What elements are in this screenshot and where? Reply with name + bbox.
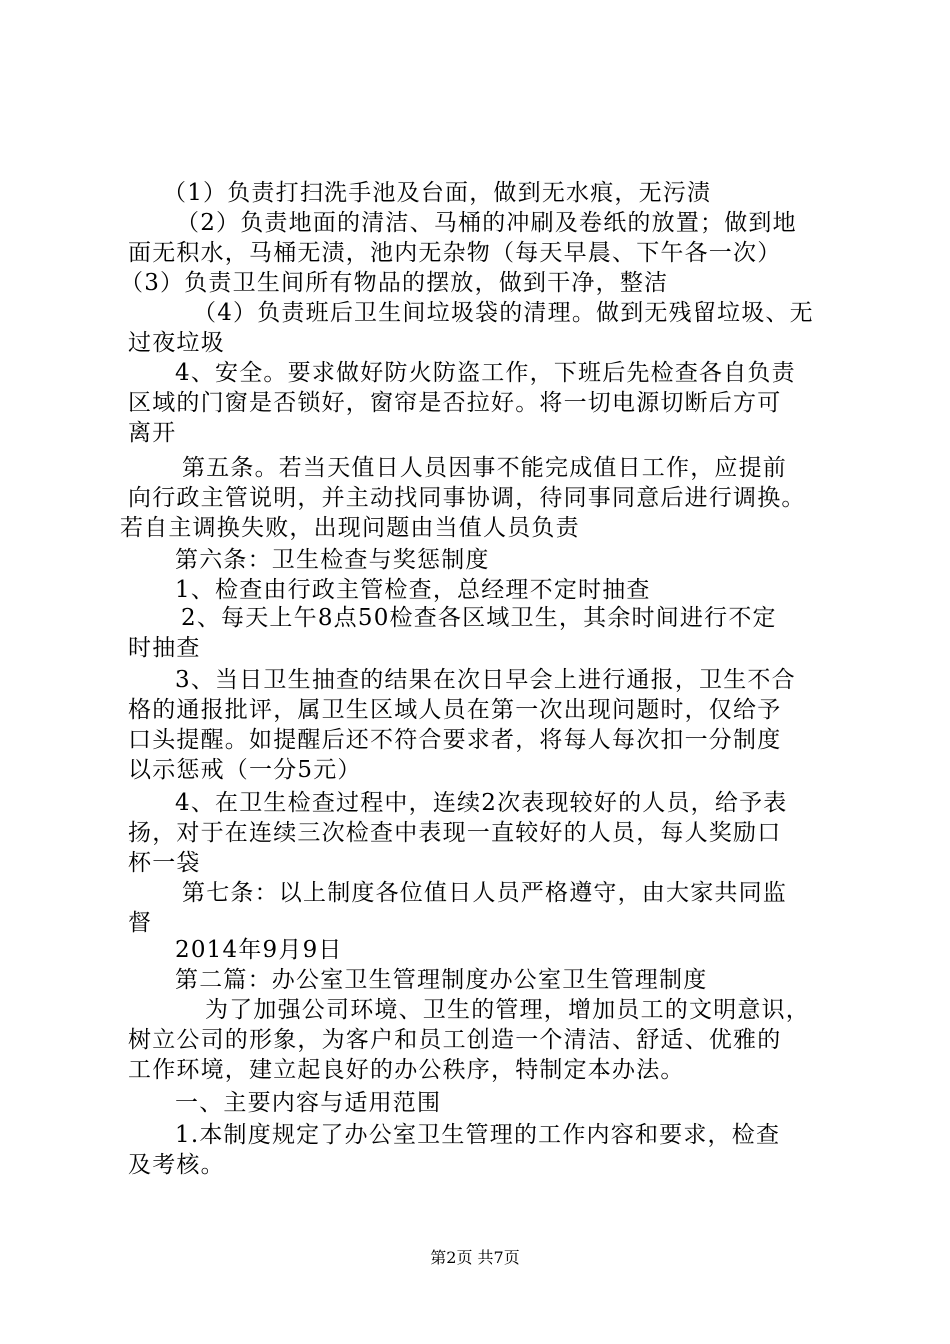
text-line: 格的通报批评，属卫生区域人员在第一次出现问题时，仅给予 — [128, 697, 782, 723]
text-line: 扬，对于在连续三次检查中表现一直较好的人员，每人奖励口 — [128, 820, 782, 846]
text-line: 为了加强公司环境、卫生的管理，增加员工的文明意识， — [205, 997, 810, 1023]
text-line: （2）负责地面的清洁、马桶的冲刷及卷纸的放置；做到地 — [176, 210, 797, 236]
text-line: 时抽查 — [128, 635, 201, 661]
text-line: 以示惩戒（一分5元） — [128, 757, 362, 783]
text-line: 树立公司的形象，为客户和员工创造一个清洁、舒适、优雅的 — [128, 1027, 782, 1053]
text-line: 1、检查由行政主管检查，总经理不定时抽查 — [175, 577, 651, 603]
text-line: 杯一袋 — [128, 850, 201, 876]
text-line: 过夜垃圾 — [128, 330, 225, 356]
text-line: 4、安全。要求做好防火防盗工作，下班后先检查各自负责 — [175, 360, 796, 386]
text-line: 离开 — [128, 420, 177, 446]
text-line: 向行政主管说明，并主动找同事协调，待同事同意后进行调换。 — [128, 485, 806, 511]
text-line: 第六条：卫生检查与奖惩制度 — [175, 547, 490, 573]
text-line: 及考核。 — [128, 1152, 225, 1178]
text-line: 2、每天上午8点50检查各区域卫生，其余时间进行不定 — [181, 605, 777, 631]
text-line: 一、主要内容与适用范围 — [175, 1090, 442, 1116]
document-date: 2014年9月9日 — [175, 937, 343, 963]
text-line: 口头提醒。如提醒后还不符合要求者，将每人每次扣一分制度 — [128, 727, 782, 753]
text-line: 第五条。若当天值日人员因事不能完成值日工作，应提前 — [182, 455, 787, 481]
text-line: （3）负责卫生间所有物品的摆放，做到干净，整洁 — [120, 270, 669, 296]
text-line: （4）负责班后卫生间垃圾袋的清理。做到无残留垃圾、无 — [193, 300, 814, 326]
text-line: （1）负责打扫洗手池及台面，做到无水痕，无污渍 — [163, 180, 712, 206]
page-footer: 第2页 共7页 — [430, 1248, 520, 1267]
text-line: 区域的门窗是否锁好，窗帘是否拉好。将一切电源切断后方可 — [128, 390, 782, 416]
section-heading: 第二篇：办公室卫生管理制度办公室卫生管理制度 — [175, 967, 708, 993]
text-line: 3、当日卫生抽查的结果在次日早会上进行通报，卫生不合 — [175, 667, 796, 693]
text-line: 督 — [128, 910, 153, 936]
text-line: 4、在卫生检查过程中，连续2次表现较好的人员，给予表 — [175, 790, 788, 816]
text-line: 1.本制度规定了办公室卫生管理的工作内容和要求，检查 — [175, 1122, 781, 1148]
text-line: 面无积水，马桶无渍，池内无杂物（每天早晨、下午各一次） — [128, 240, 782, 266]
text-line: 工作环境，建立起良好的办公秩序，特制定本办法。 — [128, 1057, 685, 1083]
text-line: 第七条：以上制度各位值日人员严格遵守，由大家共同监 — [182, 880, 787, 906]
text-line: 若自主调换失败，出现问题由当值人员负责 — [120, 515, 580, 541]
